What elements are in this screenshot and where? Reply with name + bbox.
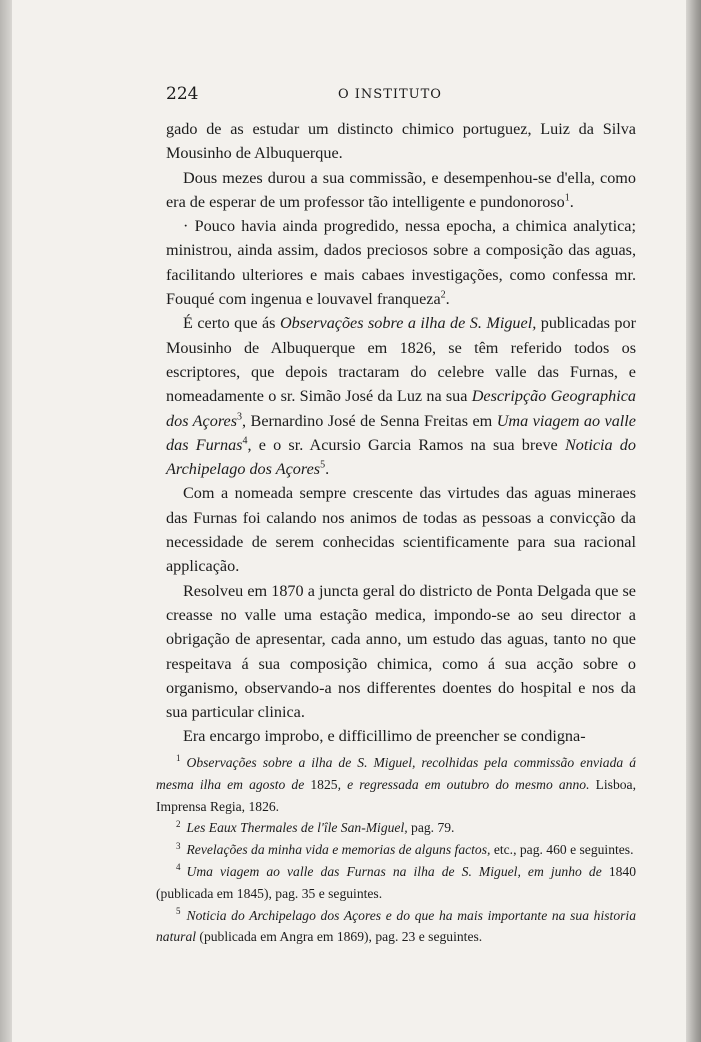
paragraph — [166, 117, 636, 166]
text-run: (publicada em Angra em 1869), pag. 23 e seguintes. — [196, 929, 483, 945]
footnote-number: 2 — [176, 818, 181, 829]
footnote-number: 1 — [176, 753, 181, 764]
footnote-ref: 4 — [242, 435, 248, 447]
italic-text: Uma viagem ao valle das Furnas na ilha de S. Miguel, em junho de — [186, 863, 609, 879]
italic-text: Les Eaux Thermales de l'île San-Miguel, — [186, 820, 408, 836]
footnote-ref: 5 — [320, 459, 326, 471]
paragraph — [166, 311, 636, 481]
italic-text: Observações sobre a ilha de S. Miguel, — [279, 314, 537, 333]
text-run: , e o sr. Acursio Garcia Ramos na sua breve — [247, 435, 565, 454]
page-binding-edge — [0, 0, 12, 1042]
text-run: gado de as estudar um distincto chimico portuguez, Luiz da Silva Mousinho de Albuquerque. — [166, 120, 636, 163]
text-run: 1840 (publicada em 1845), pag. 35 e seguintes. — [156, 863, 636, 901]
footnote — [156, 752, 636, 817]
footnote-ref: 1 — [564, 192, 570, 204]
text-run: 1825 — [310, 776, 338, 792]
text-run: Era encargo improbo, e difficillimo de preencher se condigna- — [183, 727, 586, 746]
italic-text: Revelações da minha vida e memorias de alguns factos, — [186, 842, 491, 858]
footnote-ref: 2 — [440, 289, 446, 301]
text-run: etc., pag. 460 e seguintes. — [490, 842, 634, 858]
footnote — [156, 861, 636, 905]
paragraph — [166, 214, 636, 311]
footnote — [156, 905, 636, 949]
paragraph — [166, 481, 636, 578]
page-stack-edge — [686, 0, 701, 1042]
italic-text: Observações sobre a ilha de S. Miguel, recolhidas pela commissão enviada á mesma ilha em agosto de — [156, 755, 636, 792]
italic-text: Descripção Geographica dos Açores — [166, 387, 636, 430]
italic-text: Noticia do Archipelago dos Açores — [166, 435, 636, 479]
footnote — [156, 817, 636, 839]
paragraph — [166, 724, 636, 748]
footnote-number: 4 — [176, 862, 181, 873]
text-run: . — [325, 460, 330, 479]
italic-text: Noticia do Archipelago dos Açores e do que ha mais importante na sua historia natural — [156, 907, 636, 945]
running-head: O INSTITUTO — [338, 87, 442, 102]
text-run: , Bernardino José de Senna Freitas em — [242, 411, 497, 430]
text-run: pag. 79. — [407, 820, 455, 836]
italic-text: , e regressada em outubro do mesmo anno. — [337, 776, 590, 792]
paragraph — [166, 579, 636, 725]
footnote-number: 5 — [176, 906, 181, 917]
footnotes — [156, 752, 636, 948]
page-header — [166, 84, 634, 106]
paragraph — [166, 166, 636, 215]
page-number: 224 — [166, 84, 199, 104]
body-text — [166, 117, 636, 749]
footnote-ref: 3 — [237, 411, 243, 423]
text-run: Resolveu em 1870 a juncta geral do districto de Ponta Delgada que se creasse no valle uma estação medica, impondo-se ao seu director a obrigação de apresentar, cada anno, um estudo das aguas, tanto no que respeitava á sua composição chimica, como á sua acção sobre o organismo, observando-a nos differentes doentes do hospital e nos da sua particular clinica. — [166, 581, 636, 722]
text-run: Dous mezes durou a sua commissão, e desempenhou-se d'ella, como era de esperar de um professor tão intelligente e pundonoroso — [166, 168, 636, 211]
footnote-number: 3 — [176, 840, 181, 851]
text-run: Com a nomeada sempre crescente das virtudes das aguas mineraes das Furnas foi calando nos animos de todas as pessoas a convicção da necessidade de serem conhecidas scientificamente para sua racional applicação. — [166, 484, 636, 576]
text-run: publicadas por Mousinho de Albuquerque em 1826, se têm referido todos os escriptores, que depois tractaram do celebre valle das Furnas, e nomeadamente o sr. Simão José da Luz na sua — [166, 314, 636, 406]
text-run: . — [445, 290, 450, 309]
text-run: · Pouco havia ainda progredido, nessa epocha, a chimica analytica; ministrou, ainda assim, dados preciosos sobre a composição das aguas, facilitando ulteriores e mais cabaes investigações, como confessa mr. Fouqué com ingenua e louvavel franqueza — [166, 217, 636, 309]
italic-text: Uma viagem ao valle das Furnas — [166, 411, 636, 454]
text-run: É certo que ás — [183, 314, 280, 333]
text-run: . — [569, 192, 574, 211]
text-run: Lisboa, Imprensa Regia, 1826. — [156, 776, 636, 814]
footnote — [156, 839, 636, 861]
